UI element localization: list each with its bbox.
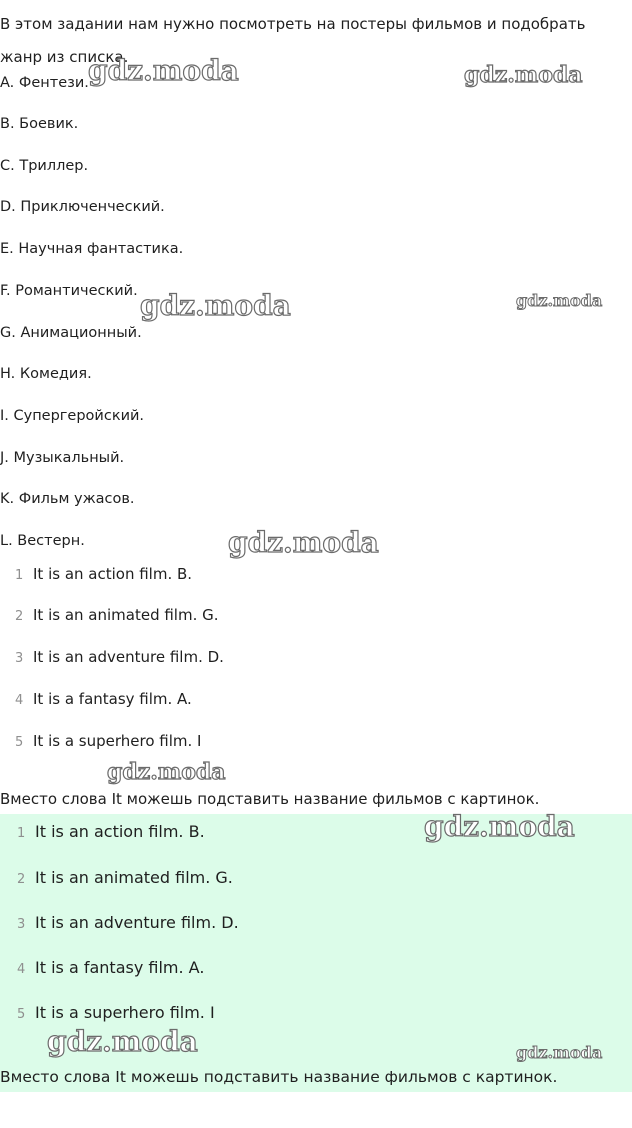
genre-item: F. Романтический. (0, 283, 138, 299)
answer-list-item (15, 605, 219, 627)
note-text: Вместо слова It можешь подставить название фильмов с картинок. (0, 790, 540, 808)
watermark: gdz.moda (228, 526, 379, 559)
answer-text: It is an adventure film. D. (35, 913, 239, 932)
watermark: gdz.moda (47, 1025, 198, 1058)
watermark: gdz.moda (88, 54, 239, 87)
watermark: gdz.moda (424, 810, 575, 843)
answer-text: It is an animated film. G. (35, 868, 233, 887)
answer-text: It is a fantasy film. A. (35, 958, 205, 977)
answer-list-item (17, 1003, 215, 1025)
genre-item: K. Фильм ужасов. (0, 491, 135, 507)
answer-list-item (15, 689, 192, 711)
genre-item: I. Супергеройский. (0, 408, 145, 424)
list-number: 4 (17, 962, 26, 977)
answer-list-item (15, 564, 192, 586)
list-number: 4 (15, 693, 24, 708)
answer-list-item (15, 731, 201, 753)
list-number: 5 (15, 735, 24, 750)
genre-item: C. Триллер. (0, 158, 89, 174)
answer-list-item (17, 868, 233, 890)
list-number: 5 (17, 1007, 26, 1022)
watermark: gdz.moda (464, 62, 583, 88)
answer-text: It is a superhero film. I (33, 732, 202, 750)
genre-item: A. Фентези. (0, 75, 89, 91)
intro-text: В этом задании нам нужно посмотреть на постеры фильмов и подобрать жанр из списка. (0, 15, 586, 66)
list-number: 1 (15, 568, 24, 583)
answer-list-item (17, 913, 239, 935)
genre-item: G. Анимационный. (0, 325, 142, 341)
genre-item: H. Комедия. (0, 366, 92, 382)
answer-text: It is an action film. B. (33, 565, 193, 583)
watermark: gdz.moda (516, 291, 603, 310)
list-number: 2 (17, 872, 26, 887)
answer-list-item (15, 647, 224, 669)
list-number: 2 (15, 609, 24, 624)
list-number: 3 (15, 651, 24, 666)
list-number: 1 (17, 826, 26, 841)
note-text: Вместо слова It можешь подставить название фильмов с картинок. (0, 1068, 558, 1086)
answer-text: It is an animated film. G. (33, 606, 219, 624)
watermark: gdz.moda (516, 1043, 603, 1062)
answer-list-item (17, 822, 205, 844)
genre-item: L. Вестерн. (0, 533, 85, 549)
genre-item: E. Научная фантастика. (0, 241, 184, 257)
genre-item: J. Музыкальный. (0, 450, 125, 466)
watermark: gdz.moda (107, 759, 226, 785)
genre-item: B. Боевик. (0, 116, 79, 132)
answer-text: It is an action film. B. (35, 822, 205, 841)
answer-text: It is a fantasy film. A. (33, 690, 192, 708)
answer-text: It is an adventure film. D. (33, 648, 224, 666)
answer-list-item (17, 958, 204, 980)
genre-item: D. Приключенческий. (0, 199, 165, 215)
watermark: gdz.moda (140, 289, 291, 322)
list-number: 3 (17, 917, 26, 932)
answer-text: It is a superhero film. I (35, 1003, 215, 1022)
